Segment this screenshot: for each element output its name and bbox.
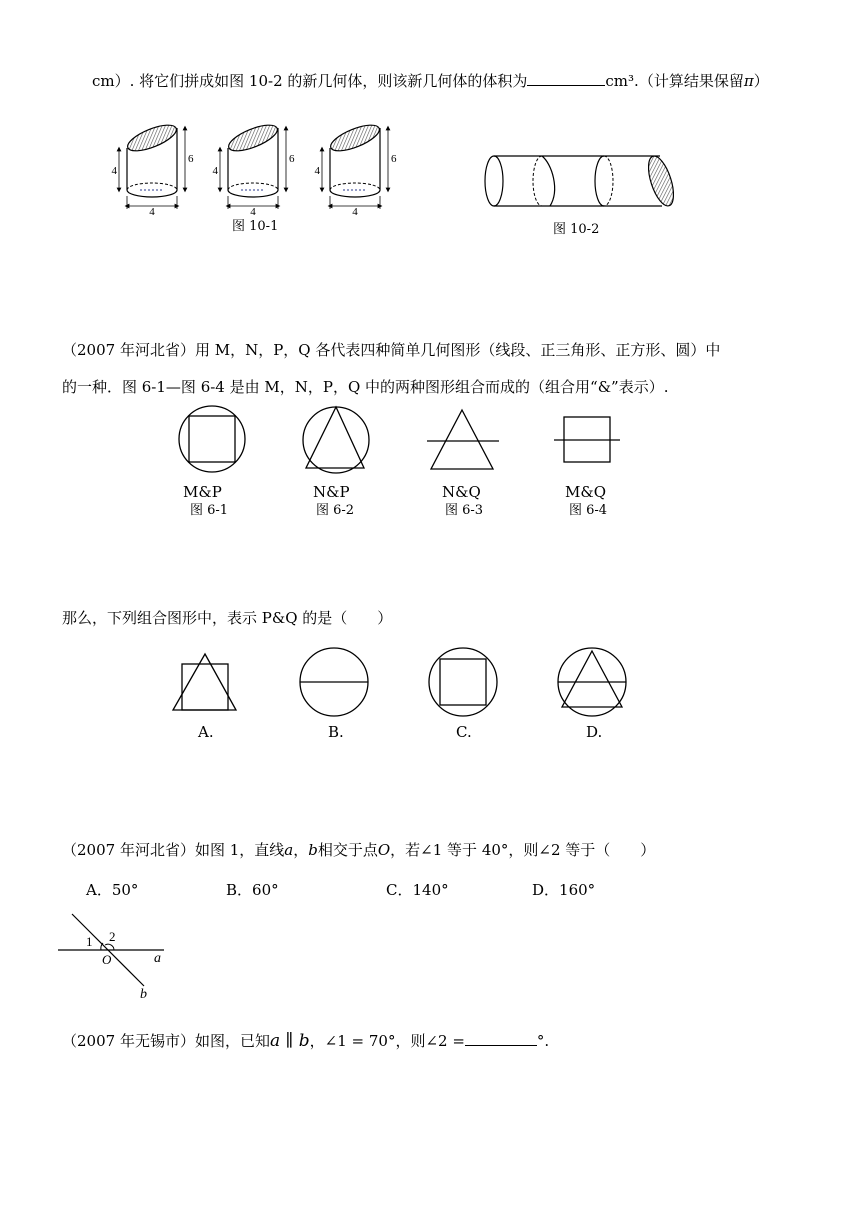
fig-6-2-label: N&P [313,483,350,501]
q3-choice-a[interactable]: A．50° [86,881,139,899]
option-c-figure[interactable] [427,647,499,719]
dim-height-tall: 6 [391,153,397,165]
figure-6-1 [178,406,248,476]
dim-diameter: 4 [352,206,358,218]
option-b-figure[interactable] [298,647,370,719]
line-b-label: b [140,987,147,1002]
q1-answer-blank[interactable] [527,70,605,86]
dim-diameter: 4 [250,206,256,218]
q2-line-1: （2007 年河北省）用 M，N，P，Q 各代表四种简单几何图形（线段、正三角形、正方形、圆）中 [62,341,721,359]
cylinder-3 [315,120,398,218]
fig-6-1-caption: 图 6-1 [190,503,229,518]
q1-pi-symbol: π [743,72,754,90]
q3-choice-c[interactable]: C．140° [386,881,449,899]
q4-parallel: a ∥ b [269,1031,310,1051]
dim-height-short: 4 [314,165,320,177]
q4-answer-blank[interactable] [465,1030,537,1046]
fig-6-4-caption: 图 6-4 [569,503,608,518]
q2-question: 那么，下列组合图形中，表示 P&Q 的是（ ） [62,609,393,627]
q3-stem-b: 相交于点 [317,841,378,859]
figure-6-4 [552,414,622,466]
left-end-ellipse [485,156,503,206]
option-d-figure[interactable] [556,647,628,719]
fig-6-1-label: M&P [183,483,222,501]
q3-choice-b[interactable]: B．60° [226,881,279,899]
q3-var-b: b [308,841,318,859]
angle-2-label: 2 [109,929,116,944]
figure-10-1 [110,118,400,224]
fig-6-2-caption: 图 6-2 [316,503,355,518]
q4-stem-end: °. [536,1032,550,1050]
q1-text-line [92,70,769,91]
dim-height-tall: 6 [188,153,194,165]
option-a-label[interactable]: A. [198,723,214,741]
fig-6-4-label: M&Q [565,483,607,501]
q3-var-o: O [377,841,391,859]
angle-1-arc [101,943,103,950]
right-end-ellipse [643,153,678,209]
q3-stem [62,840,655,860]
q1-text-close: ） [753,72,769,90]
slanted-top-ellipse [125,120,180,156]
figure-1-lines [58,910,170,1002]
cylinder-2 [213,120,296,218]
cylinder-1 [112,120,195,218]
angle-1-label: 1 [86,934,93,949]
q4-stem-a: （2007 年无锡市）如图，已知 [62,1032,270,1050]
dim-height-tall: 6 [289,153,295,165]
dim-height-short: 4 [212,165,218,177]
option-c-label[interactable]: C. [456,723,472,741]
option-d-label[interactable]: D. [586,723,603,741]
figure-6-3 [425,408,500,474]
q1-text-start: cm）. 将它们拼成如图 10-2 的新几何体，则该新几何体的体积为 [92,72,528,90]
q3-stem-a: （2007 年河北省）如图 1，直线 [62,841,285,859]
figure-10-2 [480,150,680,216]
option-b-label[interactable]: B. [328,723,344,741]
q3-var-a: a [284,841,294,859]
point-o-label: O [102,952,112,967]
q4-stem-b: ，∠1 = 70°，则∠2 = [309,1032,465,1050]
fig-10-2-caption: 图 10-2 [553,222,600,237]
q1-text-end: .（计算结果保留 [634,72,744,90]
dim-diameter: 4 [149,206,155,218]
option-a-figure[interactable] [170,652,240,714]
fig-6-3-label: N&Q [442,483,481,501]
fig-6-3-caption: 图 6-3 [445,503,484,518]
q4-stem [62,1030,549,1051]
q3-stem-c: ，若∠1 等于 40°，则∠2 等于（ ） [390,841,656,859]
figure-6-2 [302,406,372,476]
q1-unit: cm³ [605,72,635,90]
q3-comma: ， [293,841,309,859]
dim-height-short: 4 [111,165,117,177]
q2-line-2: 的一种．图 6-1—图 6-4 是由 M，N，P，Q 中的两种图形组合而成的（组合用“&”表示）. [62,378,669,396]
line-a-label: a [154,951,161,966]
fig-10-1-caption: 图 10-1 [232,219,279,234]
q3-choice-d[interactable]: D．160° [532,881,596,899]
